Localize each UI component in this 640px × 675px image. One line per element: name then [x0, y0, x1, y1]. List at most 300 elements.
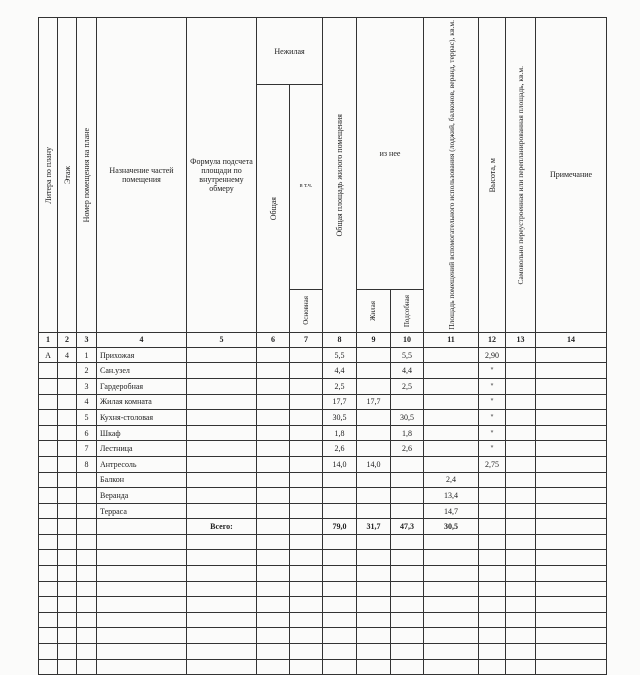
- table-cell: [506, 394, 536, 410]
- table-cell: Всего:: [187, 519, 257, 535]
- table-cell: [506, 410, 536, 426]
- table-cell: [357, 488, 391, 504]
- table-cell: [58, 394, 77, 410]
- column-number: 10: [391, 332, 424, 347]
- table-cell: [479, 534, 506, 550]
- table-cell: [391, 566, 424, 582]
- table-cell: [391, 612, 424, 628]
- table-cell: [357, 347, 391, 363]
- table-cell: [39, 410, 58, 426]
- table-cell: [536, 503, 607, 519]
- table-cell: Жилая комната: [97, 394, 187, 410]
- table-cell: [323, 534, 357, 550]
- table-cell: 14,7: [424, 503, 479, 519]
- table-cell: [97, 644, 187, 660]
- table-cell: [97, 628, 187, 644]
- table-cell: 2,75: [479, 456, 506, 472]
- column-number: 5: [187, 332, 257, 347]
- table-cell: [290, 347, 323, 363]
- table-cell: [77, 581, 97, 597]
- table-cell: [506, 612, 536, 628]
- table-cell: [58, 441, 77, 457]
- column-number: 9: [357, 332, 391, 347]
- table-cell: [536, 659, 607, 675]
- table-cell: [424, 534, 479, 550]
- table-cell: [58, 566, 77, 582]
- table-cell: [357, 378, 391, 394]
- table-cell: [424, 347, 479, 363]
- table-cell: [257, 550, 290, 566]
- header-formula: Формула подсчета площади по внутреннему обмеру: [187, 18, 257, 333]
- table-cell: 30,5: [391, 410, 424, 426]
- table-cell: [536, 488, 607, 504]
- table-cell: [58, 628, 77, 644]
- table-cell: [187, 628, 257, 644]
- column-number: 12: [479, 332, 506, 347]
- table-cell: [39, 394, 58, 410]
- table-cell: [424, 441, 479, 457]
- table-cell: [97, 659, 187, 675]
- table-cell: [506, 503, 536, 519]
- table-cell: [536, 628, 607, 644]
- table-cell: [424, 378, 479, 394]
- table-cell: [58, 456, 77, 472]
- table-cell: ": [479, 363, 506, 379]
- header-height: Высота, м: [479, 18, 506, 333]
- table-cell: Сан.узел: [97, 363, 187, 379]
- table-cell: [187, 581, 257, 597]
- table-cell: 2,6: [391, 441, 424, 457]
- table-cell: [257, 503, 290, 519]
- table-cell: [506, 441, 536, 457]
- table-cell: ": [479, 378, 506, 394]
- column-number: 14: [536, 332, 607, 347]
- header-nonresidential: Нежилая: [257, 18, 323, 85]
- table-cell: 5: [77, 410, 97, 426]
- table-cell: 8: [77, 456, 97, 472]
- table-cell: [536, 612, 607, 628]
- table-cell: [97, 566, 187, 582]
- table-cell: [536, 363, 607, 379]
- table-cell: [506, 363, 536, 379]
- table-cell: [424, 597, 479, 613]
- table-cell: 4: [58, 347, 77, 363]
- table-cell: [290, 644, 323, 660]
- table-cell: [39, 581, 58, 597]
- table-cell: [257, 581, 290, 597]
- table-cell: [77, 503, 97, 519]
- table-cell: [257, 363, 290, 379]
- table-cell: [323, 628, 357, 644]
- empty-row: [39, 581, 607, 597]
- table-row: [39, 394, 607, 410]
- table-cell: [323, 659, 357, 675]
- table-cell: [39, 503, 58, 519]
- table-cell: [290, 597, 323, 613]
- table-cell: [323, 581, 357, 597]
- table-cell: [39, 644, 58, 660]
- table-cell: [77, 612, 97, 628]
- table-cell: А: [39, 347, 58, 363]
- table-cell: [58, 644, 77, 660]
- table-cell: [58, 363, 77, 379]
- column-number: 2: [58, 332, 77, 347]
- table-cell: [357, 425, 391, 441]
- table-cell: [536, 441, 607, 457]
- table-cell: [257, 597, 290, 613]
- empty-row: [39, 597, 607, 613]
- table-cell: [77, 628, 97, 644]
- table-cell: [424, 628, 479, 644]
- table-row: [39, 347, 607, 363]
- table-row: [39, 378, 607, 394]
- table-cell: [39, 378, 58, 394]
- column-number: 13: [506, 332, 536, 347]
- table-cell: [290, 519, 323, 535]
- column-number: 7: [290, 332, 323, 347]
- header-letter: Литера по плану: [39, 18, 58, 333]
- table-cell: Гардеробная: [97, 378, 187, 394]
- table-cell: [357, 581, 391, 597]
- table-cell: [424, 566, 479, 582]
- table-row: [39, 441, 607, 457]
- table-cell: 14,0: [323, 456, 357, 472]
- table-row: [39, 456, 607, 472]
- column-number: 1: [39, 332, 58, 347]
- table-cell: [97, 597, 187, 613]
- table-cell: [536, 519, 607, 535]
- table-cell: [536, 644, 607, 660]
- table-cell: ": [479, 410, 506, 426]
- table-cell: [257, 378, 290, 394]
- table-cell: [506, 519, 536, 535]
- table-cell: [97, 612, 187, 628]
- table-cell: 5,5: [391, 347, 424, 363]
- table-cell: ": [479, 394, 506, 410]
- table-cell: [323, 503, 357, 519]
- table-cell: [536, 597, 607, 613]
- table-cell: [58, 378, 77, 394]
- table-cell: [187, 550, 257, 566]
- table-cell: [357, 659, 391, 675]
- table-cell: [357, 566, 391, 582]
- table-cell: [187, 425, 257, 441]
- table-cell: [257, 612, 290, 628]
- table-cell: [357, 363, 391, 379]
- empty-row: [39, 628, 607, 644]
- table-cell: 14,0: [357, 456, 391, 472]
- header-living: Жилая: [357, 289, 391, 332]
- header-auxiliary-area: Площадь помещений вспомогательного использования (лоджий, балконов, веранд, террас), кв.м.: [424, 18, 479, 333]
- table-cell: [290, 628, 323, 644]
- table-cell: [536, 550, 607, 566]
- table-cell: [506, 566, 536, 582]
- table-cell: [257, 534, 290, 550]
- header-of-which: из нее: [357, 18, 424, 290]
- table-cell: [187, 566, 257, 582]
- table-cell: 30,5: [424, 519, 479, 535]
- table-cell: [391, 581, 424, 597]
- table-cell: 1,8: [391, 425, 424, 441]
- table-cell: [357, 441, 391, 457]
- table-cell: [187, 363, 257, 379]
- header-floor: Этаж: [58, 18, 77, 333]
- table-cell: [97, 519, 187, 535]
- table-cell: [77, 597, 97, 613]
- table-cell: [187, 597, 257, 613]
- table-cell: [257, 394, 290, 410]
- table-cell: [323, 644, 357, 660]
- table-cell: [39, 597, 58, 613]
- table-cell: [536, 581, 607, 597]
- column-number: 8: [323, 332, 357, 347]
- table-cell: 2: [77, 363, 97, 379]
- table-cell: ": [479, 425, 506, 441]
- table-cell: [357, 534, 391, 550]
- table-cell: [257, 519, 290, 535]
- table-cell: [187, 534, 257, 550]
- table-cell: [357, 410, 391, 426]
- table-cell: [323, 597, 357, 613]
- table-cell: [290, 550, 323, 566]
- table-cell: [257, 488, 290, 504]
- table-cell: Лестница: [97, 441, 187, 457]
- table-cell: [39, 441, 58, 457]
- table-cell: [187, 347, 257, 363]
- table-cell: [536, 394, 607, 410]
- table-row: [39, 488, 607, 504]
- table-cell: [58, 488, 77, 504]
- table-cell: [506, 425, 536, 441]
- header-nonres-main: Основная: [290, 289, 323, 332]
- table-cell: [506, 581, 536, 597]
- table-cell: [424, 612, 479, 628]
- table-cell: [506, 659, 536, 675]
- table-cell: [479, 503, 506, 519]
- table-cell: Терраса: [97, 503, 187, 519]
- table-cell: Веранда: [97, 488, 187, 504]
- table-cell: [424, 456, 479, 472]
- table-cell: [536, 456, 607, 472]
- table-cell: [58, 534, 77, 550]
- table-cell: [391, 644, 424, 660]
- table-cell: [391, 550, 424, 566]
- table-cell: [424, 394, 479, 410]
- table-cell: [424, 425, 479, 441]
- header-purpose: Назначение частей помещения: [97, 18, 187, 333]
- table-cell: 3: [77, 378, 97, 394]
- table-cell: Антресоль: [97, 456, 187, 472]
- table-cell: 4: [77, 394, 97, 410]
- table-cell: [97, 534, 187, 550]
- table-cell: [187, 378, 257, 394]
- table-cell: [323, 612, 357, 628]
- table-cell: 4,4: [391, 363, 424, 379]
- table-cell: [77, 566, 97, 582]
- table-cell: [77, 550, 97, 566]
- table-cell: [187, 503, 257, 519]
- table-cell: [58, 612, 77, 628]
- table-cell: [391, 534, 424, 550]
- table-cell: [323, 488, 357, 504]
- table-cell: 17,7: [323, 394, 357, 410]
- table-cell: [77, 488, 97, 504]
- table-cell: [290, 441, 323, 457]
- table-cell: [290, 425, 323, 441]
- table-cell: [479, 550, 506, 566]
- header-including: в т.ч.: [290, 85, 323, 290]
- column-number: 4: [97, 332, 187, 347]
- table-cell: [257, 347, 290, 363]
- table-cell: [39, 456, 58, 472]
- table-cell: [479, 566, 506, 582]
- table-cell: [187, 612, 257, 628]
- table-cell: 30,5: [323, 410, 357, 426]
- table-cell: [257, 425, 290, 441]
- empty-row: [39, 566, 607, 582]
- total-row: [39, 519, 607, 535]
- table-cell: 2,5: [323, 378, 357, 394]
- table-cell: [479, 519, 506, 535]
- table-cell: [536, 534, 607, 550]
- table-cell: [58, 519, 77, 535]
- table-cell: [391, 597, 424, 613]
- table-cell: [257, 644, 290, 660]
- table-cell: 47,3: [391, 519, 424, 535]
- table-cell: [391, 456, 424, 472]
- table-row: [39, 363, 607, 379]
- table-cell: [187, 488, 257, 504]
- table-cell: 7: [77, 441, 97, 457]
- table-cell: [39, 519, 58, 535]
- table-row: [39, 503, 607, 519]
- table-cell: [290, 612, 323, 628]
- table-cell: 4,4: [323, 363, 357, 379]
- table-cell: [391, 488, 424, 504]
- table-cell: [424, 581, 479, 597]
- table-cell: [187, 659, 257, 675]
- table-cell: [290, 534, 323, 550]
- table-cell: [479, 581, 506, 597]
- table-cell: [39, 534, 58, 550]
- empty-row: [39, 644, 607, 660]
- table-cell: [257, 441, 290, 457]
- empty-row: [39, 659, 607, 675]
- table-cell: [479, 597, 506, 613]
- table-cell: [506, 378, 536, 394]
- table-cell: [58, 425, 77, 441]
- table-cell: 1: [77, 347, 97, 363]
- table-cell: [290, 581, 323, 597]
- table-cell: [39, 363, 58, 379]
- table-cell: 2,6: [323, 441, 357, 457]
- table-cell: [290, 456, 323, 472]
- table-cell: [479, 659, 506, 675]
- table-cell: 2,90: [479, 347, 506, 363]
- table-row: [39, 410, 607, 426]
- table-cell: 79,0: [323, 519, 357, 535]
- header-room-number: Номер помещения на плане: [77, 18, 97, 333]
- table-cell: [187, 394, 257, 410]
- table-cell: [39, 425, 58, 441]
- table-cell: 17,7: [357, 394, 391, 410]
- table-cell: [58, 581, 77, 597]
- table-cell: Балкон: [97, 472, 187, 488]
- header-note: Примечание: [536, 18, 607, 333]
- table-cell: [257, 659, 290, 675]
- table-cell: [97, 581, 187, 597]
- table-cell: [58, 659, 77, 675]
- table-cell: [39, 612, 58, 628]
- table-cell: ": [479, 441, 506, 457]
- table-cell: 5,5: [323, 347, 357, 363]
- table-cell: [357, 597, 391, 613]
- table-cell: [536, 425, 607, 441]
- table-cell: [58, 597, 77, 613]
- table-cell: [97, 550, 187, 566]
- table-cell: [479, 612, 506, 628]
- room-explication-table: [38, 17, 607, 675]
- table-cell: [506, 597, 536, 613]
- table-cell: [290, 394, 323, 410]
- table-cell: [506, 456, 536, 472]
- table-cell: [39, 659, 58, 675]
- table-cell: [323, 566, 357, 582]
- table-cell: 6: [77, 425, 97, 441]
- table-cell: [536, 566, 607, 582]
- table-cell: [257, 628, 290, 644]
- table-cell: [506, 550, 536, 566]
- table-cell: [424, 410, 479, 426]
- table-cell: [77, 659, 97, 675]
- header-unauthorized-area: Самовольно переустроенная или перепланированная площадь, кв.м.: [506, 18, 536, 333]
- table-cell: [424, 550, 479, 566]
- table-cell: Кухня-столовая: [97, 410, 187, 426]
- table-cell: [77, 534, 97, 550]
- table-cell: [77, 644, 97, 660]
- table-cell: 2,4: [424, 472, 479, 488]
- table-cell: [257, 410, 290, 426]
- table-cell: [187, 644, 257, 660]
- column-number: 11: [424, 332, 479, 347]
- table-cell: [391, 628, 424, 644]
- table-cell: [187, 410, 257, 426]
- table-cell: 2,5: [391, 378, 424, 394]
- empty-row: [39, 612, 607, 628]
- table-cell: [39, 488, 58, 504]
- table-cell: [357, 644, 391, 660]
- table-row: [39, 425, 607, 441]
- table-cell: [391, 659, 424, 675]
- header-total-area: Общая площадь жилого помещения: [323, 18, 357, 333]
- table-cell: [290, 378, 323, 394]
- table-cell: [357, 612, 391, 628]
- table-cell: [357, 628, 391, 644]
- table-cell: [506, 534, 536, 550]
- table-cell: [39, 566, 58, 582]
- table-cell: [357, 550, 391, 566]
- table-cell: [58, 503, 77, 519]
- empty-row: [39, 550, 607, 566]
- table-cell: [536, 410, 607, 426]
- table-cell: Шкаф: [97, 425, 187, 441]
- table-cell: Прихожая: [97, 347, 187, 363]
- table-cell: [58, 550, 77, 566]
- table-cell: [536, 378, 607, 394]
- table-cell: [58, 410, 77, 426]
- table-cell: [187, 441, 257, 457]
- table-cell: [479, 644, 506, 660]
